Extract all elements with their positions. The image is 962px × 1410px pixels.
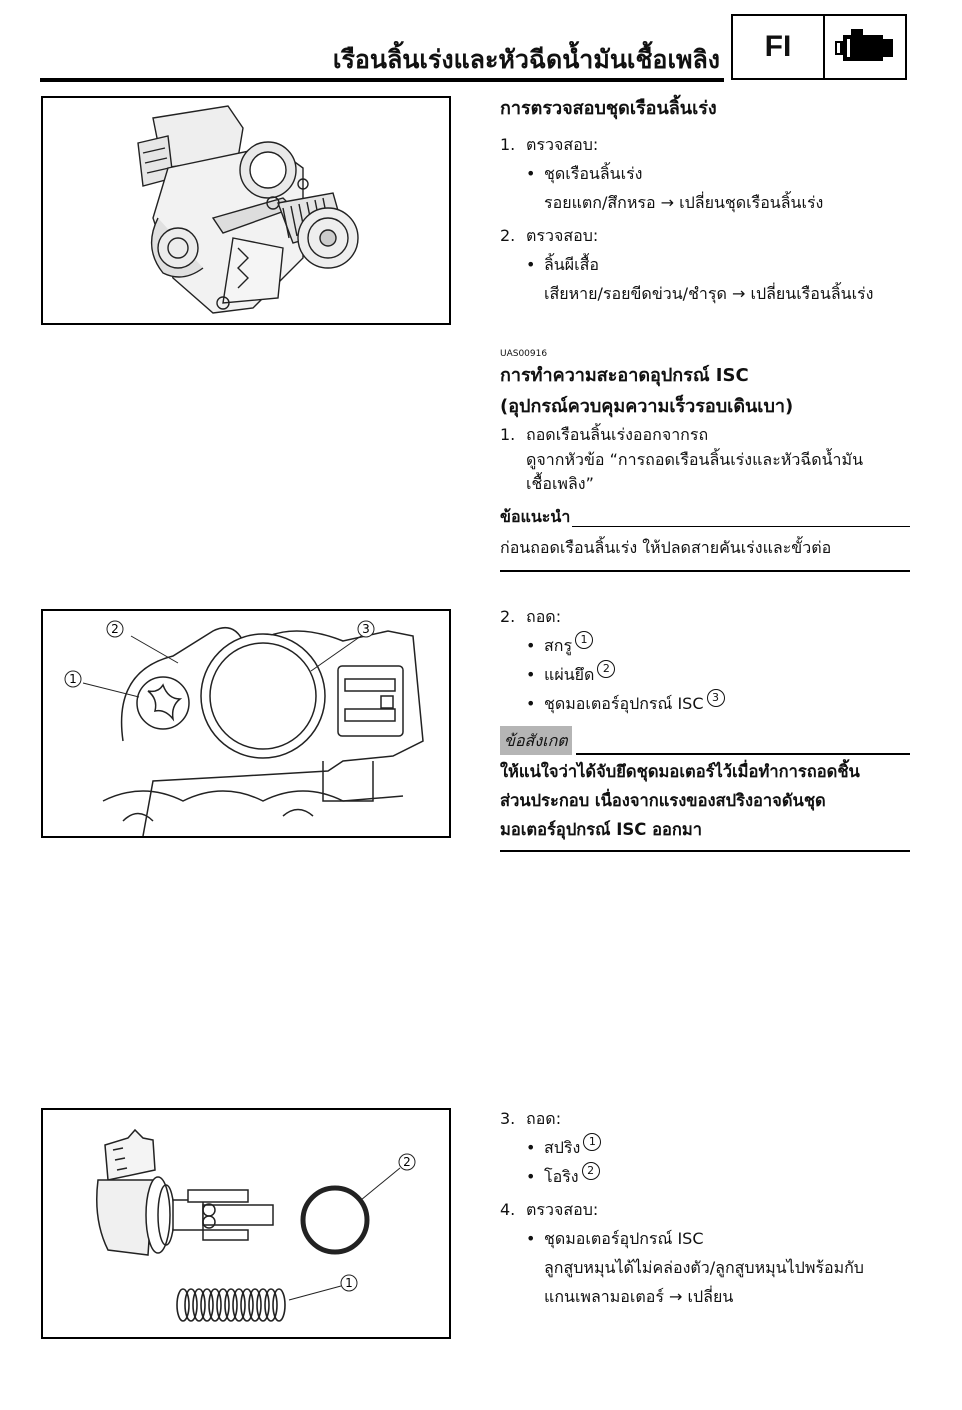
step-item: 1. ถอดเรือนลิ้นเร่งออกจากรถ [500, 425, 709, 444]
figure-spring-oring [41, 1108, 451, 1339]
callout-ref: 1 [575, 631, 593, 649]
callout-2: 2 [111, 622, 119, 636]
section-isc-cleaning [500, 348, 910, 572]
callout-ref: 2 [597, 660, 615, 678]
engine-icon [825, 16, 905, 78]
header-rule [40, 78, 724, 82]
caution-text: ให้แน่ใจว่าได้จับยึดชุดมอเตอร์ไว้เมื่อทำการถอดชิ้น ส่วนประกอบ เนื่องจากแรงของสปริงอาจดันชุด มอเตอร์อุปกรณ์ ISC ออกมา [500, 755, 910, 852]
step-item: 2. ถอด: [500, 607, 562, 626]
callout-2: 2 [403, 1155, 411, 1169]
callout-ref: 1 [583, 1133, 601, 1151]
bullet-item: • ลิ้นผีเสื้อ [526, 255, 599, 274]
callout-3: 3 [362, 622, 370, 636]
note-header: ข้อแนะนำ [500, 502, 910, 531]
step-detail: รอยแตก/สึกหรอ → เปลี่ยนชุดเรือนลิ้นเร่ง [544, 193, 824, 212]
bullet-item: • สกรู 1 [500, 631, 910, 660]
figure-isc-removal [41, 609, 451, 838]
doc-code: UAS00916 [500, 349, 548, 359]
section-spring-removal [500, 1104, 910, 1311]
step-item: 1. ตรวจสอบ: [500, 135, 599, 154]
step-item: 4. ตรวจสอบ: [500, 1200, 599, 1219]
spring-oring-illustration [43, 1110, 449, 1337]
step-item: 3. ถอด: [500, 1109, 562, 1128]
callout-1: 1 [345, 1276, 353, 1290]
note-text: ก่อนถอดเรือนลิ้นเร่ง ให้ปลดสายคันเร่งและขั้วต่อ [500, 531, 910, 572]
section-heading: การทำความสะอาดอุปกรณ์ ISC [500, 365, 749, 386]
bullet-item: • ชุดเรือนลิ้นเร่ง [526, 164, 643, 183]
step-detail: เสียหาย/รอยขีดข่วน/ชำรุด → เปลี่ยนเรือนลิ้นเร่ง [544, 284, 874, 303]
caution-header: ข้อสังเกต [500, 726, 910, 755]
bullet-item: • โอริง 2 [500, 1162, 910, 1191]
callout-1: 1 [69, 672, 77, 686]
step-item: 2. ตรวจสอบ: [500, 226, 599, 245]
callout-ref: 2 [582, 1162, 600, 1180]
section-code: FI [733, 16, 825, 78]
isc-removal-illustration [43, 611, 449, 836]
step-reference: ดูจากหัวข้อ “การถอดเรือนลิ้นเร่งและหัวฉีดน้ำมัน เชื้อเพลิง” [526, 450, 864, 493]
page-title: เรือนลิ้นเร่งและหัวฉีดน้ำมันเชื้อเพลิง [332, 45, 720, 74]
figure-throttle-body [41, 96, 451, 325]
bullet-item: • สปริง 1 [500, 1133, 910, 1162]
bullet-item: • ชุดมอเตอร์อุปกรณ์ ISC [526, 1229, 704, 1248]
section-tab [731, 14, 907, 80]
bullet-item: • ชุดมอเตอร์อุปกรณ์ ISC 3 [500, 689, 910, 718]
throttle-body-illustration [43, 98, 449, 323]
section-isc-removal [500, 602, 910, 852]
section-throttle-inspection [500, 93, 910, 308]
callout-ref: 3 [707, 689, 725, 707]
section-heading: การตรวจสอบชุดเรือนลิ้นเร่ง [500, 98, 717, 119]
step-detail: ลูกสูบหมุนได้ไม่คล่องตัว/ลูกสูบหมุนไปพร้อมกับ แกนเพลามอเตอร์ → เปลี่ยน [544, 1258, 864, 1306]
bullet-item: • แผ่นยึด 2 [500, 660, 910, 689]
section-subheading: (อุปกรณ์ควบคุมความเร็วรอบเดินเบา) [500, 396, 794, 417]
